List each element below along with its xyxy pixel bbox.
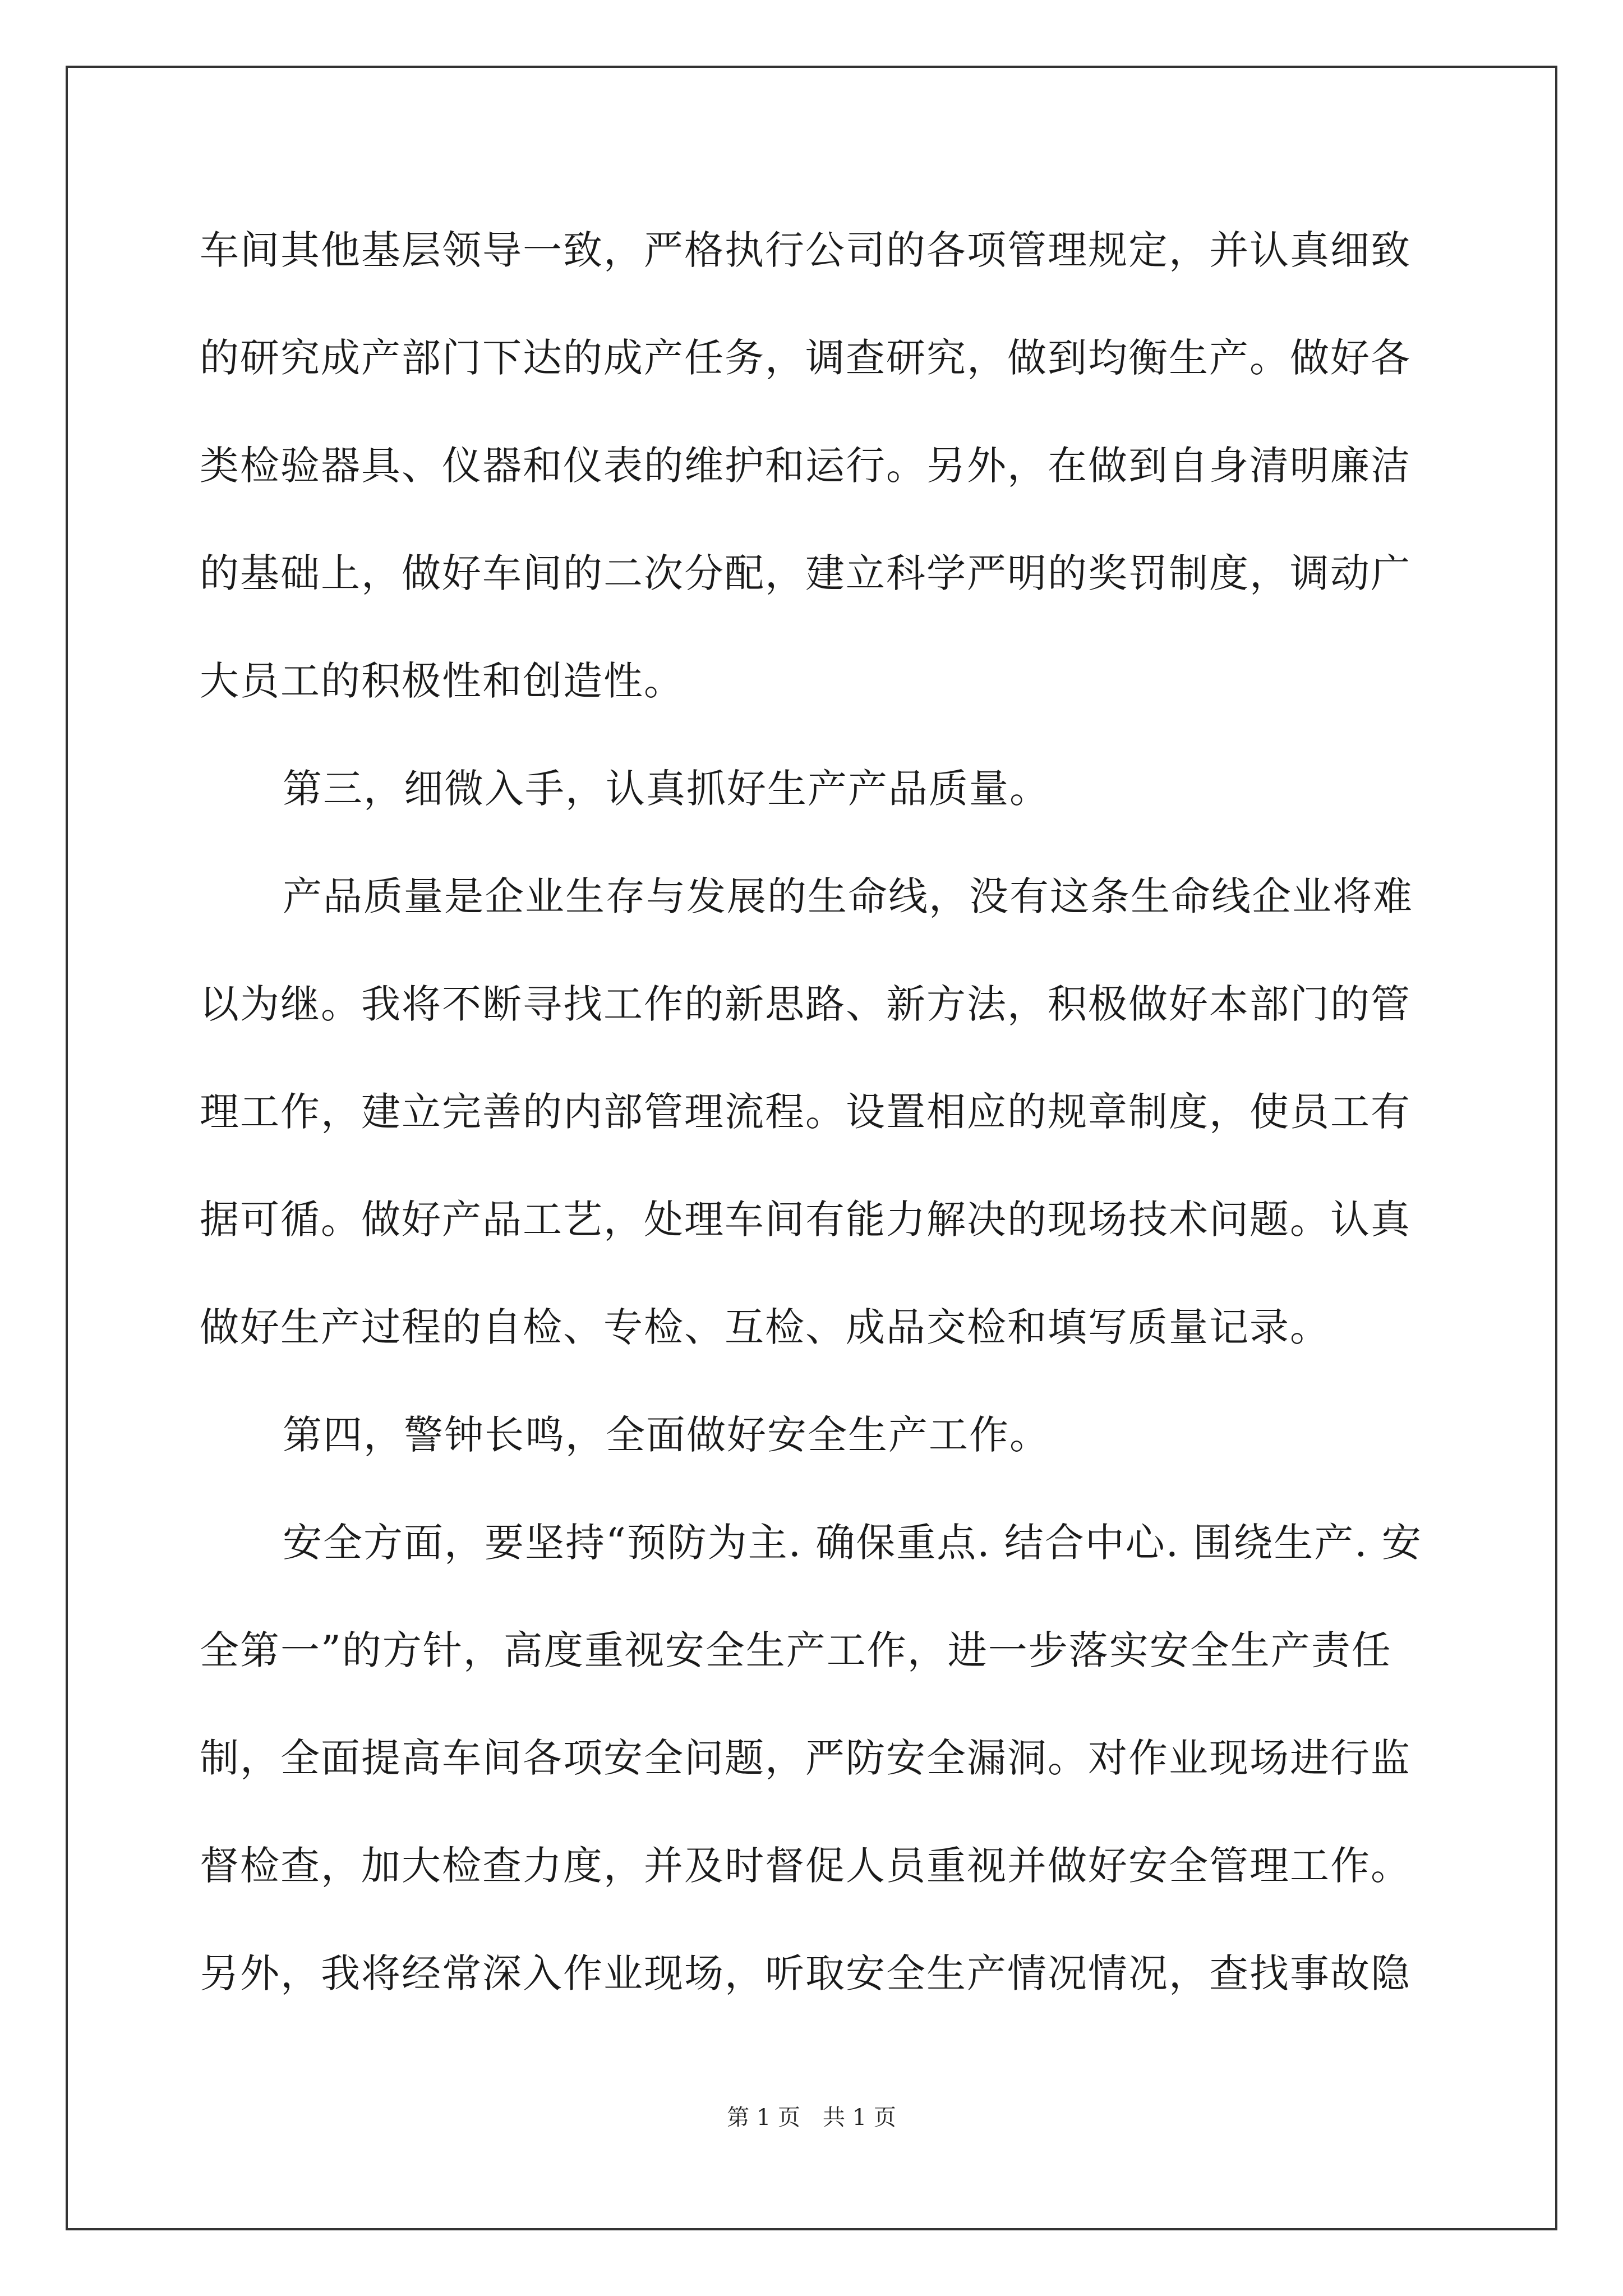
- text-line: 大员工的积极性和创造性。: [200, 658, 684, 704]
- text-line: 第三，细微入手，认真抓好生产产品质量。: [283, 766, 1050, 812]
- page-number: 第 1 页: [727, 2105, 800, 2131]
- text-line: 产品质量是企业生存与发展的生命线，没有这条生命线企业将难: [283, 873, 1413, 919]
- text-line: 制，全面提高车间各项安全问题，严防安全漏洞。对作业现场进行监: [200, 1735, 1411, 1781]
- text-line: 车间其他基层领导一致，严格执行公司的各项管理规定，并认真细致: [200, 227, 1411, 273]
- text-line: 第四，警钟长鸣，全面做好安全生产工作。: [283, 1412, 1050, 1458]
- page-footer: [0, 2101, 1623, 2134]
- text-line: 做好生产过程的自检、专检、互检、成品交检和填写质量记录。: [200, 1304, 1330, 1350]
- text-line: 类检验器具、仪器和仪表的维护和运行。另外，在做到自身清明廉洁: [200, 443, 1411, 489]
- text-line: 安全方面，要坚持“预防为主. 确保重点. 结合中心. 围绕生产. 安: [283, 1520, 1422, 1566]
- text-line: 督检查，加大检查力度，并及时督促人员重视并做好安全管理工作。: [200, 1843, 1411, 1889]
- document-body: [200, 196, 1428, 2027]
- text-line: 的研究成产部门下达的成产任务，调查研究，做到均衡生产。做好各: [200, 335, 1411, 381]
- text-line: 理工作，建立完善的内部管理流程。设置相应的规章制度，使员工有: [200, 1089, 1411, 1135]
- text-line: 据可循。做好产品工艺，处理车间有能力解决的现场技术问题。认真: [200, 1197, 1411, 1243]
- page-total: 共 1 页: [823, 2105, 896, 2131]
- text-line: 的基础上，做好车间的二次分配，建立科学严明的奖罚制度，调动广: [200, 550, 1411, 596]
- text-line: 全第一”的方针，高度重视安全生产工作，进一步落实安全生产责任: [200, 1627, 1392, 1673]
- text-line: 以为继。我将不断寻找工作的新思路、新方法，积极做好本部门的管: [200, 981, 1411, 1027]
- text-line: 另外，我将经常深入作业现场，听取安全生产情况情况，查找事故隐: [200, 1950, 1411, 1996]
